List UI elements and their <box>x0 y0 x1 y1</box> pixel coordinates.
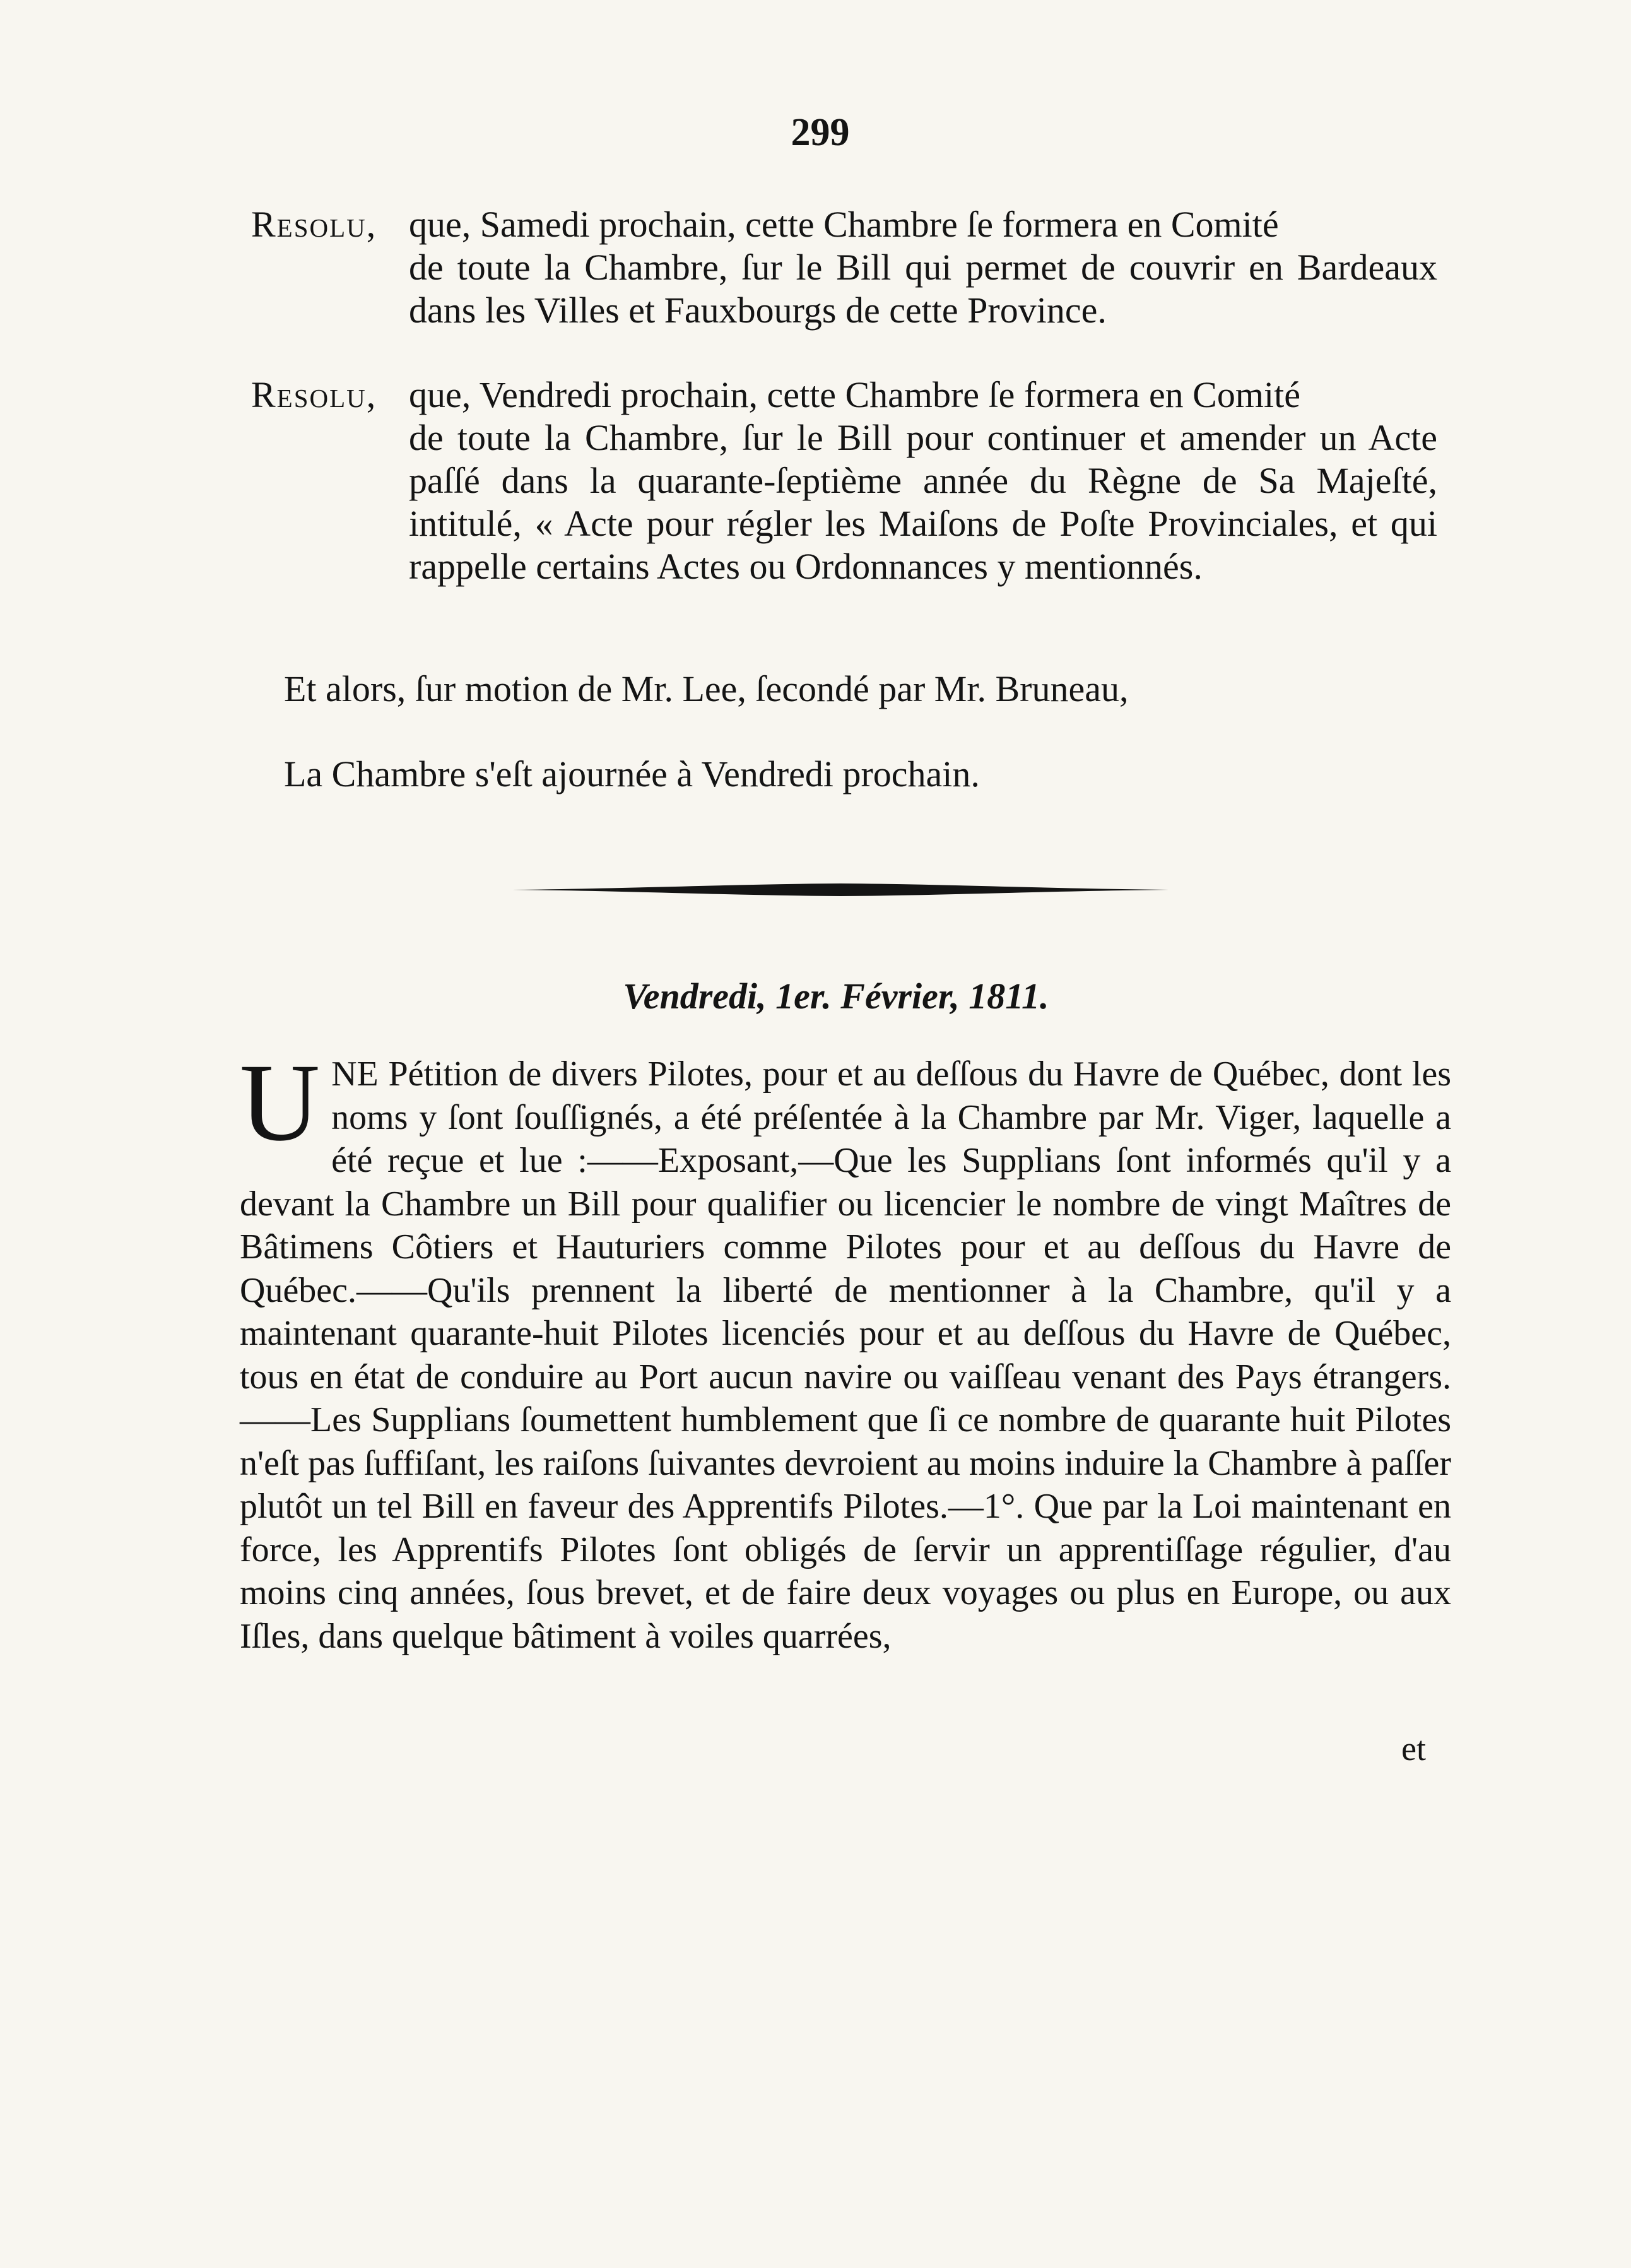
page-number: 299 <box>791 111 850 154</box>
resolution-paragraph <box>251 374 1437 588</box>
resolution-paragraph <box>251 203 1437 332</box>
motion-line: Et alors, ſur motion de Mr. Lee, ſecondé par Mr. Bruneau, <box>284 668 1129 709</box>
date-heading: Vendredi, 1er. Février, 1811. <box>623 976 1049 1017</box>
resolution-lead: Resolu, <box>251 374 377 415</box>
resolution-continuation: de toute la Chambre, ſur le Bill pour continuer et amender un Acte paſſé dans la quarante-ſeptième année du Règne de Sa Majeſté, intitulé, « Acte pour régler les Maiſons de Poſte Provinciales, et qui rappelle certains Actes ou Ordonnances y mentionnés. <box>409 417 1437 587</box>
adjournment-line: La Chambre s'eſt ajournée à Vendredi prochain. <box>284 753 980 794</box>
petition-text: NE Pétition de divers Pilotes, pour et au deſſous du Havre de Québec, dont les noms y ſont ſouſſignés, a été préſentée à la Chambre par Mr. Viger, laquelle a été reçue et lue :——Exposant,—Que les Supplians ſont informés qu'il y a devant la Chambre un Bill pour qualifier ou licencier le nombre de vingt Maîtres de Bâtimens Côtiers et Hauturiers comme Pilotes pour et au deſſous du Havre de Québec.——Qu'ils prennent la liberté de mentionner à la Chambre, qu'il y a maintenant quarante-huit Pilotes licenciés pour et au deſſous du Havre de Québec, tous en état de conduire au Port aucun navire ou vaiſſeau venant des Pays étrangers.——Les Supplians ſoumettent humblement que ſi ce nombre de quarante huit Pilotes n'eſt pas ſuffiſant, les raiſons ſuivantes devroient au moins induire la Chambre à paſſer plutôt un tel Bill en faveur des Apprentifs Pilotes.—1°. Que par la Loi maintenant en force, les Apprentifs Pilotes ſont obligés de ſervir un apprentiſſage régulier, d'au moins cinq années, ſous brevet, et de faire deux voyages ou plus en Europe, ou aux Iſles, dans quelque bâtiment à voiles quarrées, <box>240 1054 1451 1656</box>
drop-cap: U <box>240 1041 321 1164</box>
resolution-first-line: que, Samedi prochain, cette Chambre ſe formera en Comité <box>409 204 1279 245</box>
resolution-lead: Resolu, <box>251 204 377 245</box>
resolution-continuation: de toute la Chambre, ſur le Bill qui permet de couvrir en Bardeaux dans les Villes et Fauxbourgs de cette Province. <box>409 247 1437 331</box>
petition-paragraph <box>240 1041 1451 1658</box>
section-divider-rule <box>512 882 1169 898</box>
catchword: et <box>1401 1730 1426 1768</box>
resolution-first-line: que, Vendredi prochain, cette Chambre ſe formera en Comité <box>409 374 1300 415</box>
